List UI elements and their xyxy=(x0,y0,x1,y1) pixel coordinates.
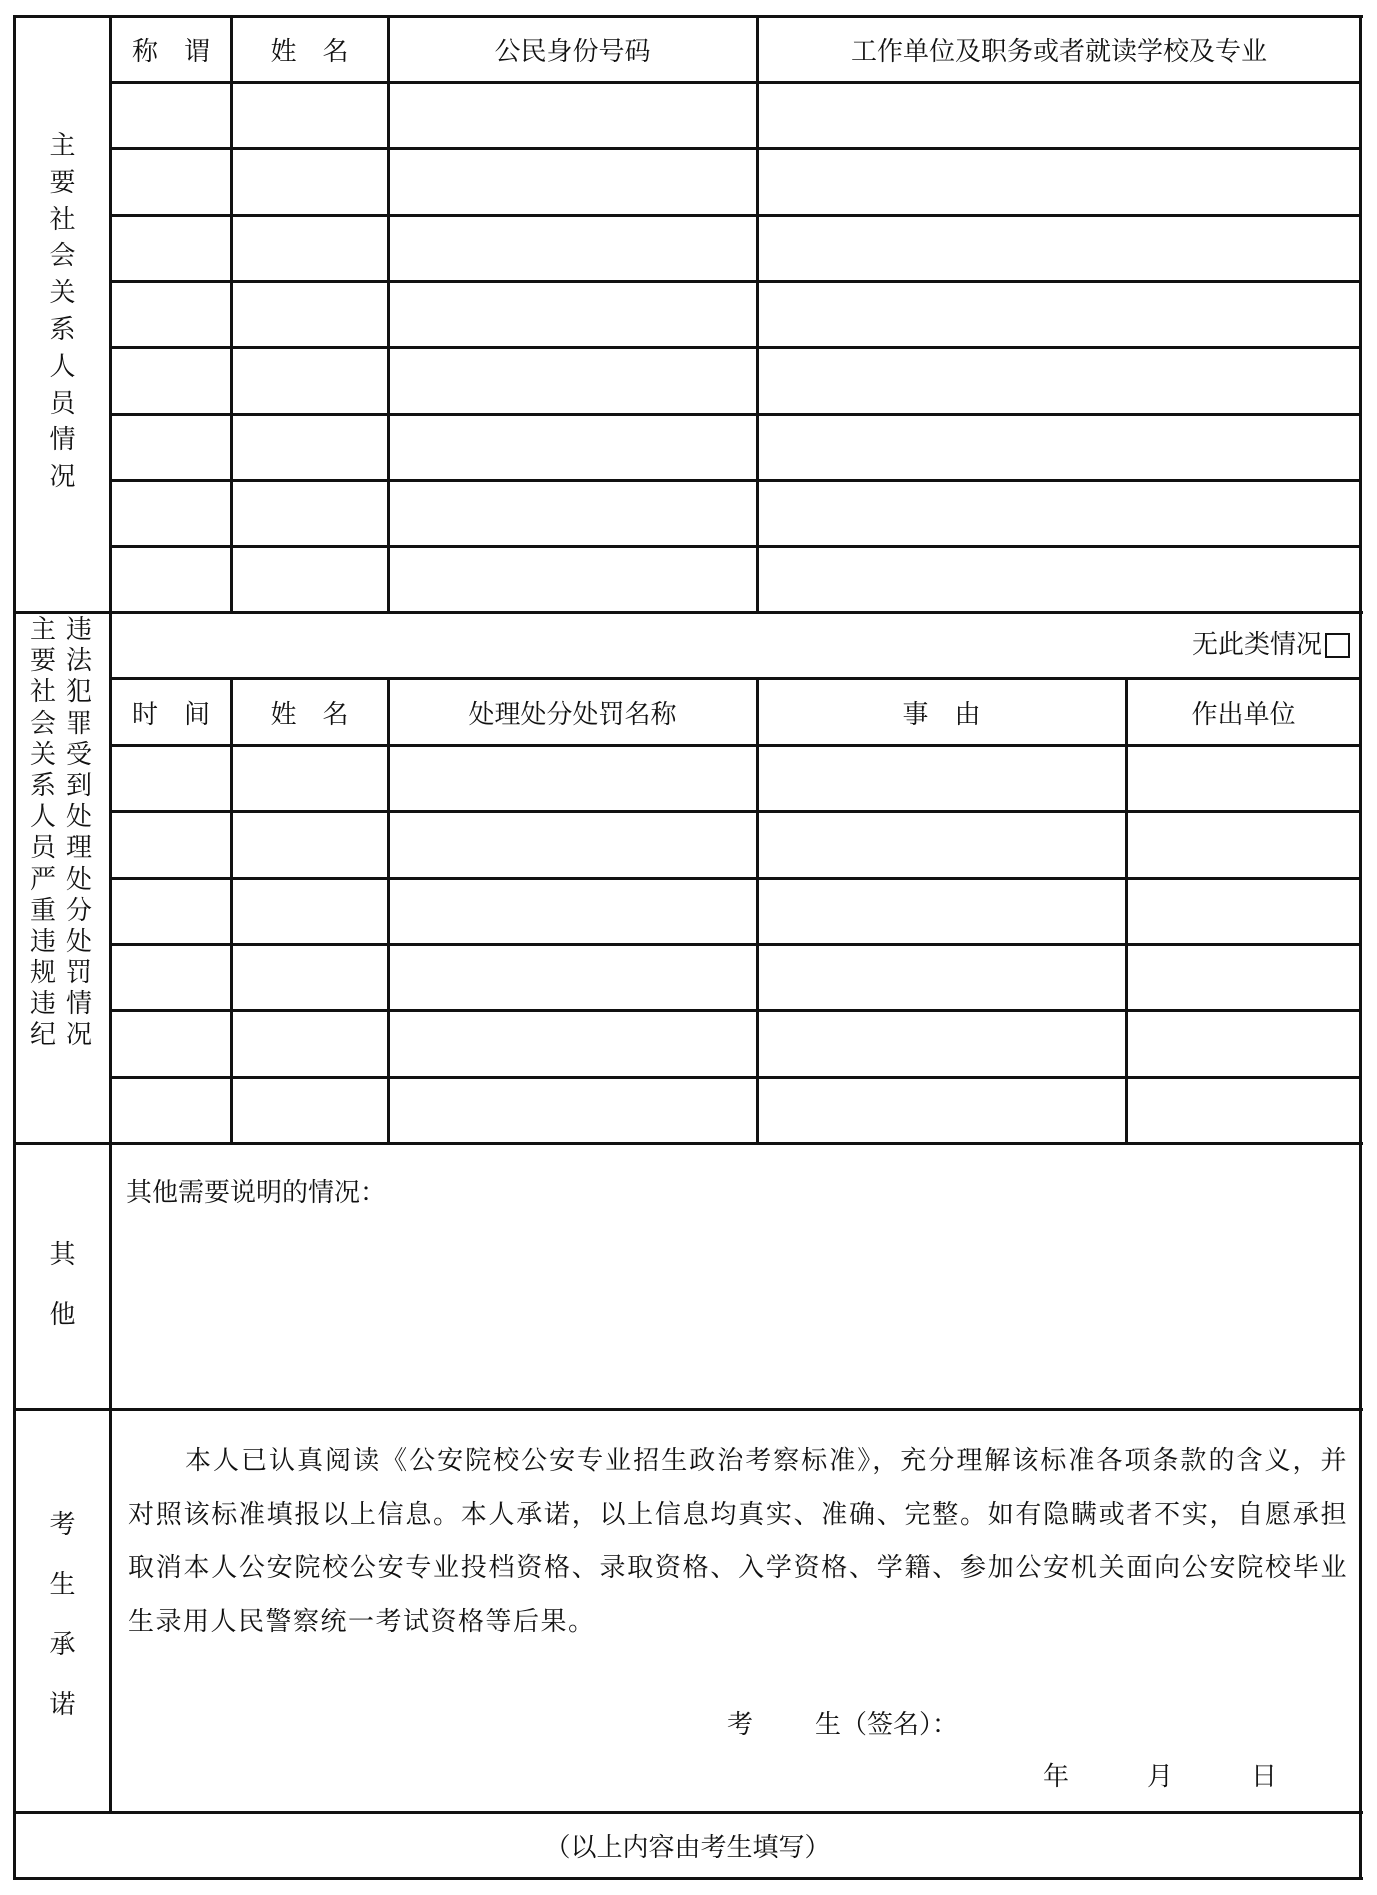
table-cell-input[interactable] xyxy=(1128,880,1359,942)
table-cell-input[interactable] xyxy=(233,1012,386,1074)
table-cell-input[interactable] xyxy=(390,1012,755,1074)
table-cell-input[interactable] xyxy=(759,747,1124,809)
table-cell-input[interactable] xyxy=(759,880,1124,942)
column-header: 姓 名 xyxy=(270,37,349,67)
relations-section-label xyxy=(16,128,109,496)
table-cell-input[interactable] xyxy=(1128,946,1359,1008)
column-header: 处理处分处罚名称 xyxy=(468,699,677,730)
label-char: 主 xyxy=(49,131,76,161)
table-cell-input[interactable] xyxy=(113,1079,229,1141)
table-cell-input[interactable] xyxy=(113,217,229,279)
label-char: 生 xyxy=(49,1570,76,1600)
label-char: 到 xyxy=(66,770,93,801)
table-cell-input[interactable] xyxy=(1128,1012,1359,1074)
table-cell-input[interactable] xyxy=(759,1079,1124,1141)
label-char: 理 xyxy=(66,833,93,864)
label-char: 承 xyxy=(49,1630,76,1660)
table-cell-input[interactable] xyxy=(113,1012,229,1074)
label-char: 违 xyxy=(66,615,93,645)
label-char: 犯 xyxy=(66,677,93,708)
table-cell-input[interactable] xyxy=(759,946,1124,1008)
table-cell-input[interactable] xyxy=(233,946,386,1008)
label-char: 违 xyxy=(30,926,57,957)
table-cell-input[interactable] xyxy=(113,150,229,212)
table-cell-input[interactable] xyxy=(390,482,755,544)
table-cell-input[interactable] xyxy=(1128,1079,1359,1141)
pledge-text: 本人已认真阅读《公安院校公安专业招生政治考察标准》，充分理解该标准各项条款的含义，并对照该标准填报以上信息。本人承诺，以上信息均真实、准确、完整。如有隐瞒或者不实，自愿承担取消本人公安院校公安专业投档资格、录取资格、入学资格、学籍、参加公安机关面向公安院校毕业生录用人民警察统一考试资格等后果。 xyxy=(128,1446,1348,1637)
table-cell-input[interactable] xyxy=(113,880,229,942)
pledge-section-label xyxy=(16,1495,109,1735)
table-cell-input[interactable] xyxy=(390,747,755,809)
table-cell-input[interactable] xyxy=(233,548,386,610)
violations-section-label xyxy=(30,615,92,1052)
table-cell-input[interactable] xyxy=(759,548,1359,610)
table-cell-input[interactable] xyxy=(113,747,229,809)
label-char: 严 xyxy=(30,864,57,895)
label-char: 况 xyxy=(49,462,76,493)
date-year-label: 年 xyxy=(1043,1762,1070,1792)
violations-label-col1 xyxy=(30,615,56,1052)
table-cell-input[interactable] xyxy=(759,416,1359,478)
table-cell-input[interactable] xyxy=(233,84,386,146)
label-column-divider xyxy=(109,15,112,1813)
table-cell-input[interactable] xyxy=(390,150,755,212)
table-cell-input[interactable] xyxy=(759,150,1359,212)
column-header: 工作单位及职务或者就读学校及专业 xyxy=(850,37,1267,67)
table-cell-input[interactable] xyxy=(233,880,386,942)
label-char: 考 xyxy=(49,1510,76,1540)
table-cell-input[interactable] xyxy=(1128,747,1359,809)
table-cell-input[interactable] xyxy=(113,84,229,146)
label-char: 关 xyxy=(49,278,76,309)
label-char: 情 xyxy=(49,425,76,456)
table-cell-input[interactable] xyxy=(759,1012,1124,1074)
date-month-label: 月 xyxy=(1147,1762,1174,1792)
label-char: 法 xyxy=(66,646,93,677)
table-cell-input[interactable] xyxy=(390,283,755,345)
table-cell-input[interactable] xyxy=(759,84,1359,146)
label-char: 情 xyxy=(66,989,93,1020)
signature-label-a: 考 xyxy=(727,1710,754,1740)
table-cell-input[interactable] xyxy=(233,349,386,411)
table-cell-input[interactable] xyxy=(113,813,229,875)
label-char: 规 xyxy=(30,958,57,989)
table-cell-input[interactable] xyxy=(390,548,755,610)
other-notes-input[interactable] xyxy=(113,1220,1357,1406)
table-cell-input[interactable] xyxy=(113,946,229,1008)
table-cell-input[interactable] xyxy=(233,747,386,809)
label-char: 员 xyxy=(30,833,57,864)
column-header: 称 谓 xyxy=(131,37,210,67)
column-header: 公民身份号码 xyxy=(494,37,651,67)
label-char: 违 xyxy=(30,989,57,1020)
table-cell-input[interactable] xyxy=(233,482,386,544)
label-char: 受 xyxy=(66,739,93,770)
table-cell-input[interactable] xyxy=(390,217,755,279)
label-char: 员 xyxy=(49,388,76,419)
label-char: 系 xyxy=(49,314,76,345)
violations-label-col2 xyxy=(66,615,92,1052)
label-char: 关 xyxy=(30,739,57,770)
table-border-bottom xyxy=(14,1877,1363,1880)
table-cell-input[interactable] xyxy=(759,482,1359,544)
table-cell-input[interactable] xyxy=(233,150,386,212)
label-char: 纪 xyxy=(30,1020,57,1051)
label-char: 主 xyxy=(30,615,57,645)
table-cell-input[interactable] xyxy=(233,217,386,279)
label-char: 社 xyxy=(49,204,76,235)
table-cell-input[interactable] xyxy=(390,349,755,411)
table-cell-input[interactable] xyxy=(390,1079,755,1141)
column-header: 时 间 xyxy=(131,699,210,730)
label-char: 要 xyxy=(30,646,57,677)
table-cell-input[interactable] xyxy=(390,813,755,875)
label-char: 其 xyxy=(49,1240,76,1270)
label-char: 社 xyxy=(30,677,57,708)
table-cell-input[interactable] xyxy=(390,84,755,146)
label-char: 会 xyxy=(30,708,57,739)
table-border-right xyxy=(1359,15,1362,1880)
section-divider xyxy=(14,611,1363,614)
label-char: 处 xyxy=(66,802,93,833)
table-cell-input[interactable] xyxy=(759,813,1124,875)
no-such-case-label: 无此类情况 xyxy=(1191,630,1322,660)
table-cell-input[interactable] xyxy=(233,813,386,875)
table-cell-input[interactable] xyxy=(390,946,755,1008)
other-prompt: 其他需要说明的情况： xyxy=(126,1178,387,1208)
table-cell-input[interactable] xyxy=(759,217,1359,279)
label-char: 他 xyxy=(49,1300,76,1330)
signature-field[interactable] xyxy=(1000,1704,1340,1748)
label-char: 诺 xyxy=(49,1690,76,1720)
table-cell-input[interactable] xyxy=(113,482,229,544)
label-char: 要 xyxy=(49,167,76,198)
column-header: 姓 名 xyxy=(270,699,349,730)
label-char: 处 xyxy=(66,864,93,895)
section-divider xyxy=(14,1408,1363,1411)
table-cell-input[interactable] xyxy=(390,416,755,478)
table-cell-input[interactable] xyxy=(1128,813,1359,875)
signature-label-b: 生（签名）： xyxy=(815,1710,959,1740)
label-char: 人 xyxy=(49,351,76,382)
label-char: 罪 xyxy=(66,708,93,739)
table-cell-input[interactable] xyxy=(390,880,755,942)
section-divider xyxy=(14,1142,1363,1145)
footer-note: （以上内容由考生填写） xyxy=(544,1833,831,1863)
label-char: 分 xyxy=(66,895,93,926)
date-day-label: 日 xyxy=(1251,1762,1278,1792)
column-header: 作出单位 xyxy=(1191,699,1296,730)
checkbox-icon[interactable] xyxy=(1325,633,1350,658)
table-cell-input[interactable] xyxy=(233,283,386,345)
label-char: 处 xyxy=(66,926,93,957)
label-char: 重 xyxy=(30,895,57,926)
label-char: 人 xyxy=(30,802,57,833)
table-cell-input[interactable] xyxy=(113,548,229,610)
label-char: 况 xyxy=(66,1020,93,1051)
table-cell-input[interactable] xyxy=(113,349,229,411)
table-cell-input[interactable] xyxy=(233,416,386,478)
other-section-label xyxy=(16,1225,109,1345)
label-char: 系 xyxy=(30,770,57,801)
no-such-case-option[interactable] xyxy=(1192,632,1350,658)
table-cell-input[interactable] xyxy=(759,349,1359,411)
table-cell-input[interactable] xyxy=(233,1079,386,1141)
table-cell-input[interactable] xyxy=(759,283,1359,345)
label-char: 会 xyxy=(49,241,76,272)
column-header: 事 由 xyxy=(902,699,981,730)
table-cell-input[interactable] xyxy=(113,416,229,478)
label-char: 罚 xyxy=(66,958,93,989)
table-cell-input[interactable] xyxy=(113,283,229,345)
